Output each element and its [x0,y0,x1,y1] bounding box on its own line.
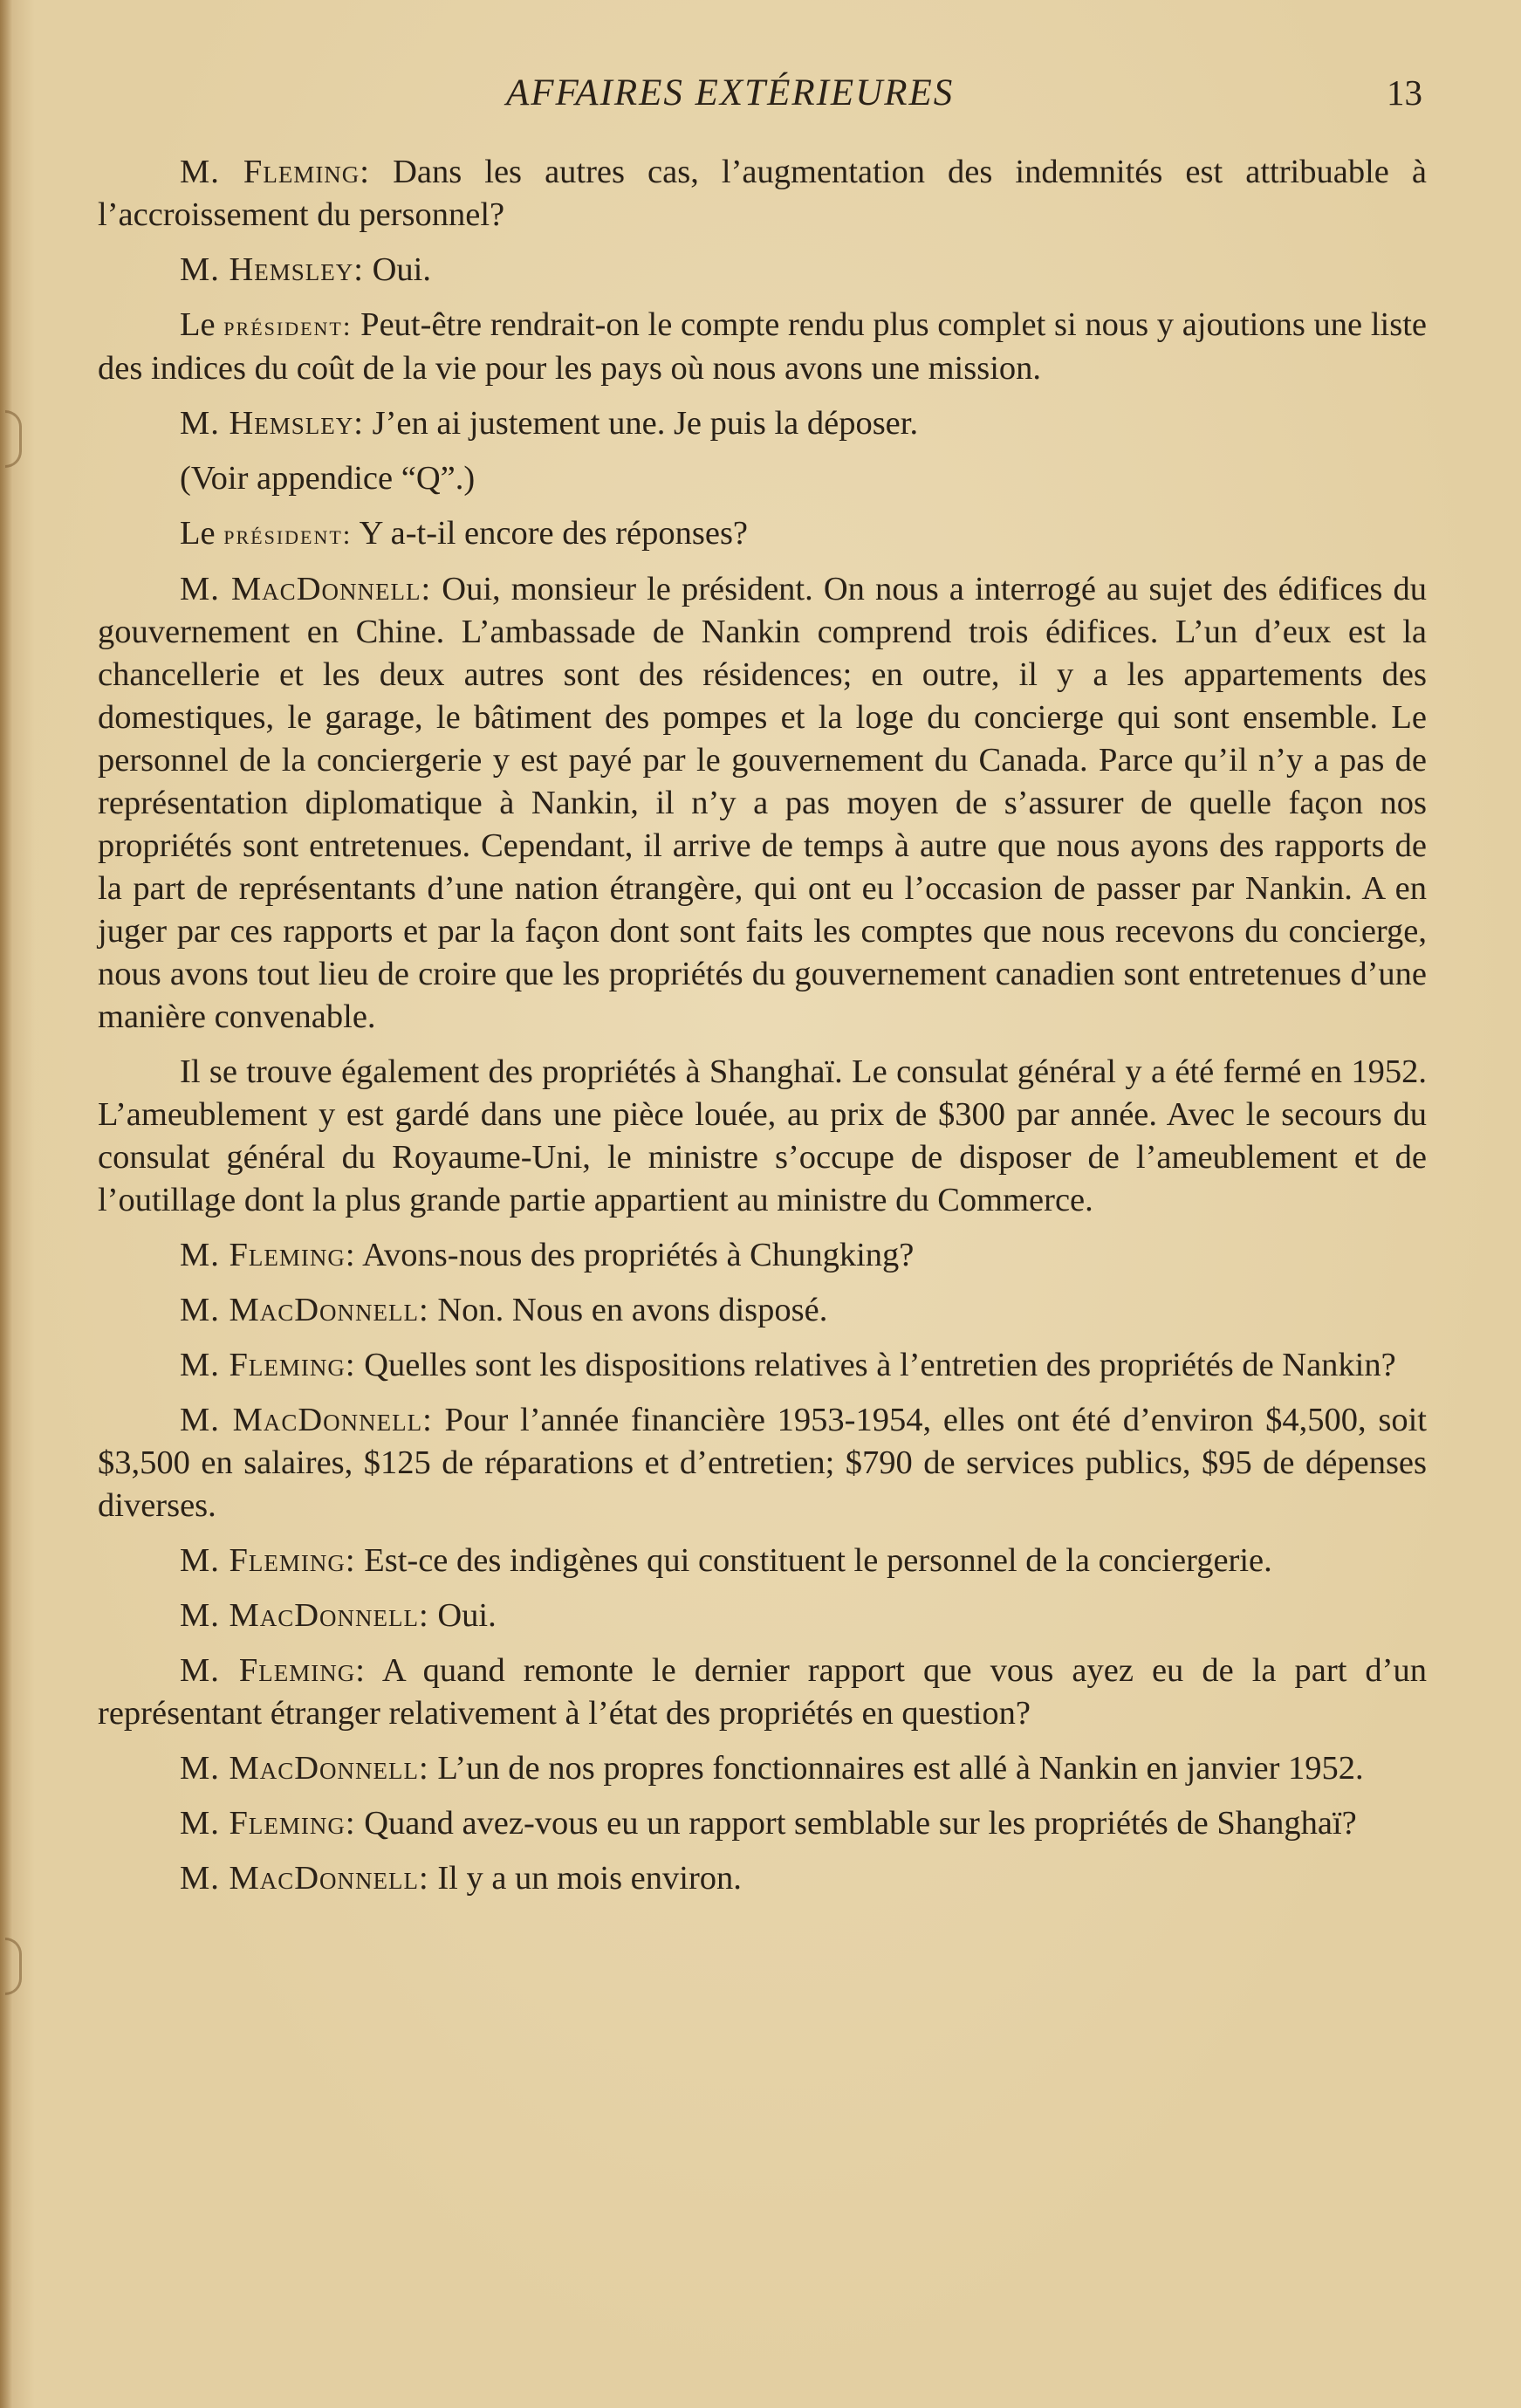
paragraph-text: A quand remonte le dernier rapport que vous ayez eu de la part d’un représentant étranger relativement à l’état des propriétés en question? [98,1652,1428,1732]
paragraph [98,1650,1427,1735]
running-title: AFFAIRES EXTÉRIEURES [506,72,955,113]
paragraph-text: Est-ce des indigènes qui constituent le personnel de la conciergerie. [355,1542,1272,1579]
speaker-name: président: [223,311,353,341]
speaker-name: M. Fleming: [180,1542,356,1579]
paragraph [98,1857,1427,1900]
paragraph [98,1289,1427,1332]
paragraph-text: Quand avez-vous eu un rapport semblable sur les propriétés de Shanghaï? [355,1805,1357,1842]
speaker-name: M. MacDonnell: [180,1292,429,1328]
paragraph [98,151,1427,237]
paragraph [98,249,1427,292]
speaker-name: M. Fleming: [180,1237,356,1273]
paragraph [98,512,1427,556]
paragraph-text: Quelles sont les dispositions relatives à l’entretien des propriétés de Nankin? [355,1347,1396,1383]
paragraph-text: Non. Nous en avons disposé. [428,1292,828,1328]
paragraph [98,1234,1427,1277]
paragraph [98,1051,1427,1222]
speaker-name: M. Fleming: [180,1652,366,1689]
speaker-name: M. MacDonnell: [180,1402,433,1438]
paragraph [98,1747,1427,1790]
paragraph-text: Y a-t-il encore des réponses? [352,515,749,552]
speaker-name: M. MacDonnell: [180,1860,429,1897]
speaker-name: M. Hemsley: [180,251,364,288]
paragraph-text: Oui. [363,251,431,288]
paragraph [98,568,1427,1039]
binding-mark [5,1938,22,1995]
speaker-name: M. Fleming: [180,1347,356,1383]
paragraph-text: Il y a un mois environ. [428,1860,742,1897]
speaker-name: M. MacDonnell: [180,1597,429,1634]
paragraph [98,457,1427,500]
page-header [96,72,1422,124]
paragraph [98,1802,1427,1845]
speaker-name: M. Hemsley: [180,405,364,442]
paragraph [98,1344,1427,1387]
paragraph-text: Avons-nous des propriétés à Chungking? [355,1237,915,1273]
paragraph [98,402,1427,445]
speaker-name: M. Fleming: [180,154,371,190]
paragraph-text: Pour l’année financière 1953-1954, elles ont été d’environ $4,500, soit $3,500 en salaires, $125 de réparations et d’entretien; $790 de services publics, $95 de dépenses diverses. [98,1402,1427,1524]
paragraph-text: Oui, monsieur le président. On nous a interrogé au sujet des édifices du gouvernement en Chine. L’ambassade de Nankin comprend trois édifices. L’un d’eux est la chancellerie et les deux autres sont des résidences; en outre, il y a les appartements des domestiques, le garage, le bâtiment des pompes et la loge du concierge qui sont ensemble. Le personnel de la conciergerie y est payé par le gouvernement du Canada. Parce qu’il n’y a pas de représentation diplomatique à Nankin, il n’y a pas moyen de s’assurer de quelle façon nos propriétés sont entretenues. Cependant, il arrive de temps à autre que nous ayons des rapports de la part de représentants d’une nation étrangère, qui ont eu l’occasion de passer par Nankin. A en juger par ces rapports et par la façon dont sont faits les comptes que nous recevons du concierge, nous avons tout lieu de croire que les propriétés du gouvernement canadien sont entretenues d’une manière convenable. [98,571,1427,1035]
paragraph-text: Il se trouve également des propriétés à Shanghaï. Le consulat général y a été fermé en 1952. L’ameublement y est gardé dans une pièce louée, au prix de $300 par année. Avec le secours du consulat général du Royaume-Uni, le ministre s’occupe de disposer de l’ameublement et de l’outillage dont la plus grande partie appartient au ministre du Commerce. [98,1053,1427,1218]
paragraph-text: L’un de nos propres fonctionnaires est allé à Nankin en janvier 1952. [428,1750,1364,1787]
speaker-name: M. MacDonnell: [180,571,432,607]
paragraph-text: J’en ai justement une. Je puis la déposer. [363,405,919,442]
speaker-name: M. Fleming: [180,1805,356,1842]
binding-mark [5,410,22,468]
page-edge [0,0,12,2408]
page-number: 13 [1387,72,1422,113]
paragraph [98,1540,1427,1582]
paragraph [98,1399,1427,1527]
paragraph [98,1595,1427,1637]
paragraph-text: Oui. [428,1597,497,1634]
speaker-name: président: [223,519,353,550]
document-body [98,151,1427,1912]
speaker-prefix: Le [180,306,224,343]
paragraph-text: (Voir appendice “Q”.) [180,460,476,497]
paragraph-text: Dans les autres cas, l’augmentation des indemnités est attribuable à l’accroissement du personnel? [98,154,1427,233]
speaker-prefix: Le [180,515,224,552]
paragraph-text: Peut-être rendrait-on le compte rendu plus complet si nous y ajoutions une liste des indices du coût de la vie pour les pays où nous avons une mission. [98,306,1427,387]
speaker-name: M. MacDonnell: [180,1750,429,1787]
paragraph [98,304,1427,390]
